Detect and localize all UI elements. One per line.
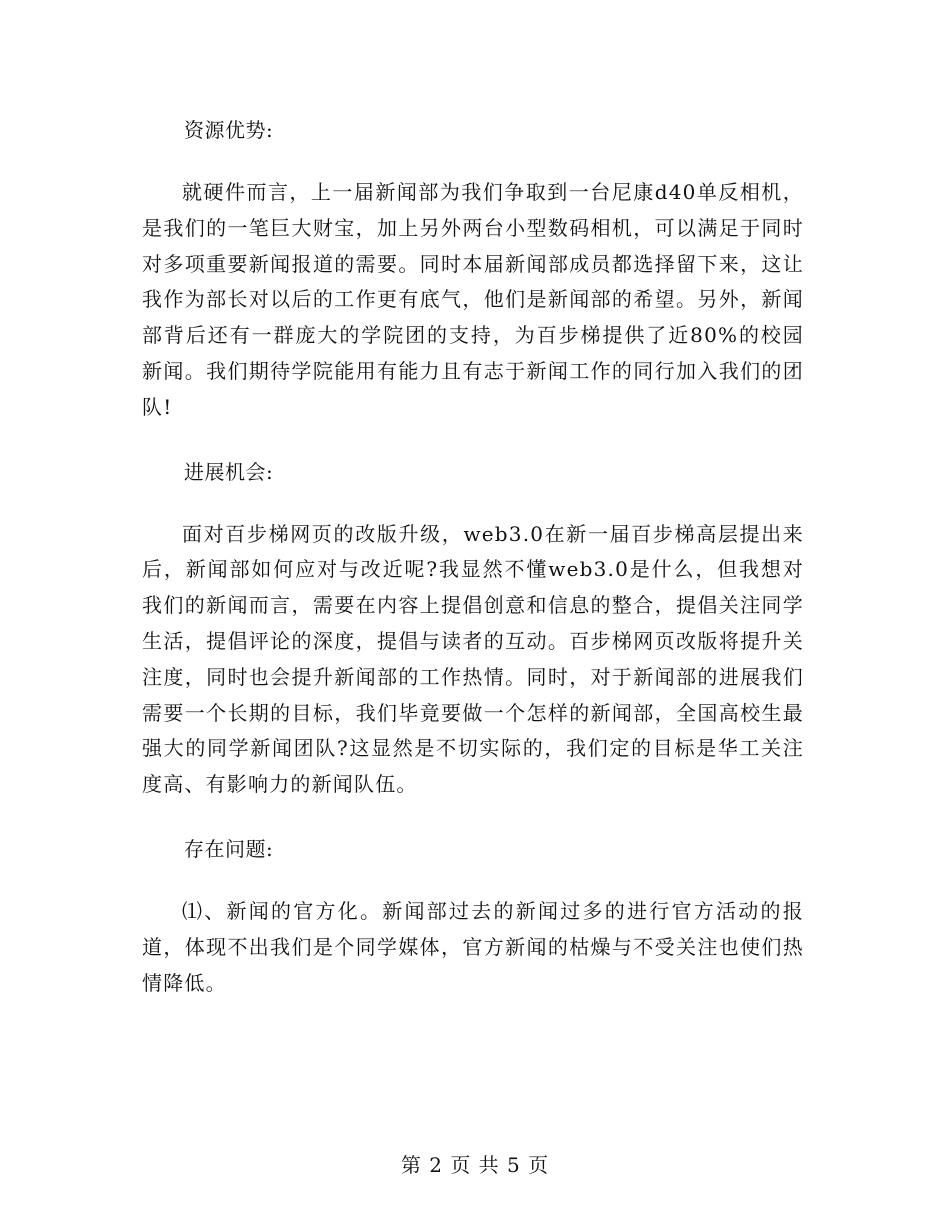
section-opportunities — [142, 455, 804, 803]
section-problems — [142, 832, 804, 1001]
section-heading: 资源优势: — [184, 118, 274, 142]
section-heading: 进展机会: — [184, 459, 274, 484]
section-resources — [142, 113, 804, 426]
section-paragraph: 面对百步梯网页的改版升级，web3.0在新一届百步梯高层提出来后，新闻部如何应对与改近呢?我显然不懂web3.0是什么，但我想对我们的新闻而言，需要在内容上提倡创意和信息的整合，提倡关注同学生活，提倡评论的深度，提倡与读者的互动。百步梯网页改版将提升关注度，同时也会提升新闻部的工作热情。同时，对于新闻部的进展我们需要一个长期的目标，我们毕竟要做一个怎样的新闻部，全国高校生最强大的同学新闻团队?这显然是不切实际的，我们定的目标是华工关注度高、有影响力的新闻队伍。 — [142, 521, 804, 797]
section-heading: 存在问题: — [184, 836, 274, 861]
section-paragraph: ⑴、新闻的官方化。新闻部过去的新闻过多的进行官方活动的报道，体现不出我们是个同学媒体，官方新闻的枯燥与不受关注也使们热情降低。 — [142, 898, 804, 995]
page-number-footer: 第 2 页 共 5 页 — [400, 1153, 550, 1177]
section-paragraph: 就硬件而言，上一届新闻部为我们争取到一台尼康d40单反相机，是我们的一笔巨大财宝，加上另外两台小型数码相机，可以满足于同时对多项重要新闻报道的需要。同时本届新闻部成员都选择留下来，这让我作为部长对以后的工作更有底气，他们是新闻部的希望。另外，新闻部背后还有一群庞大的学院团的支持，为百步梯提供了近80%的校园新闻。我们期待学院能用有能力且有志于新闻工作的同行加入我们的团队! — [142, 180, 804, 419]
